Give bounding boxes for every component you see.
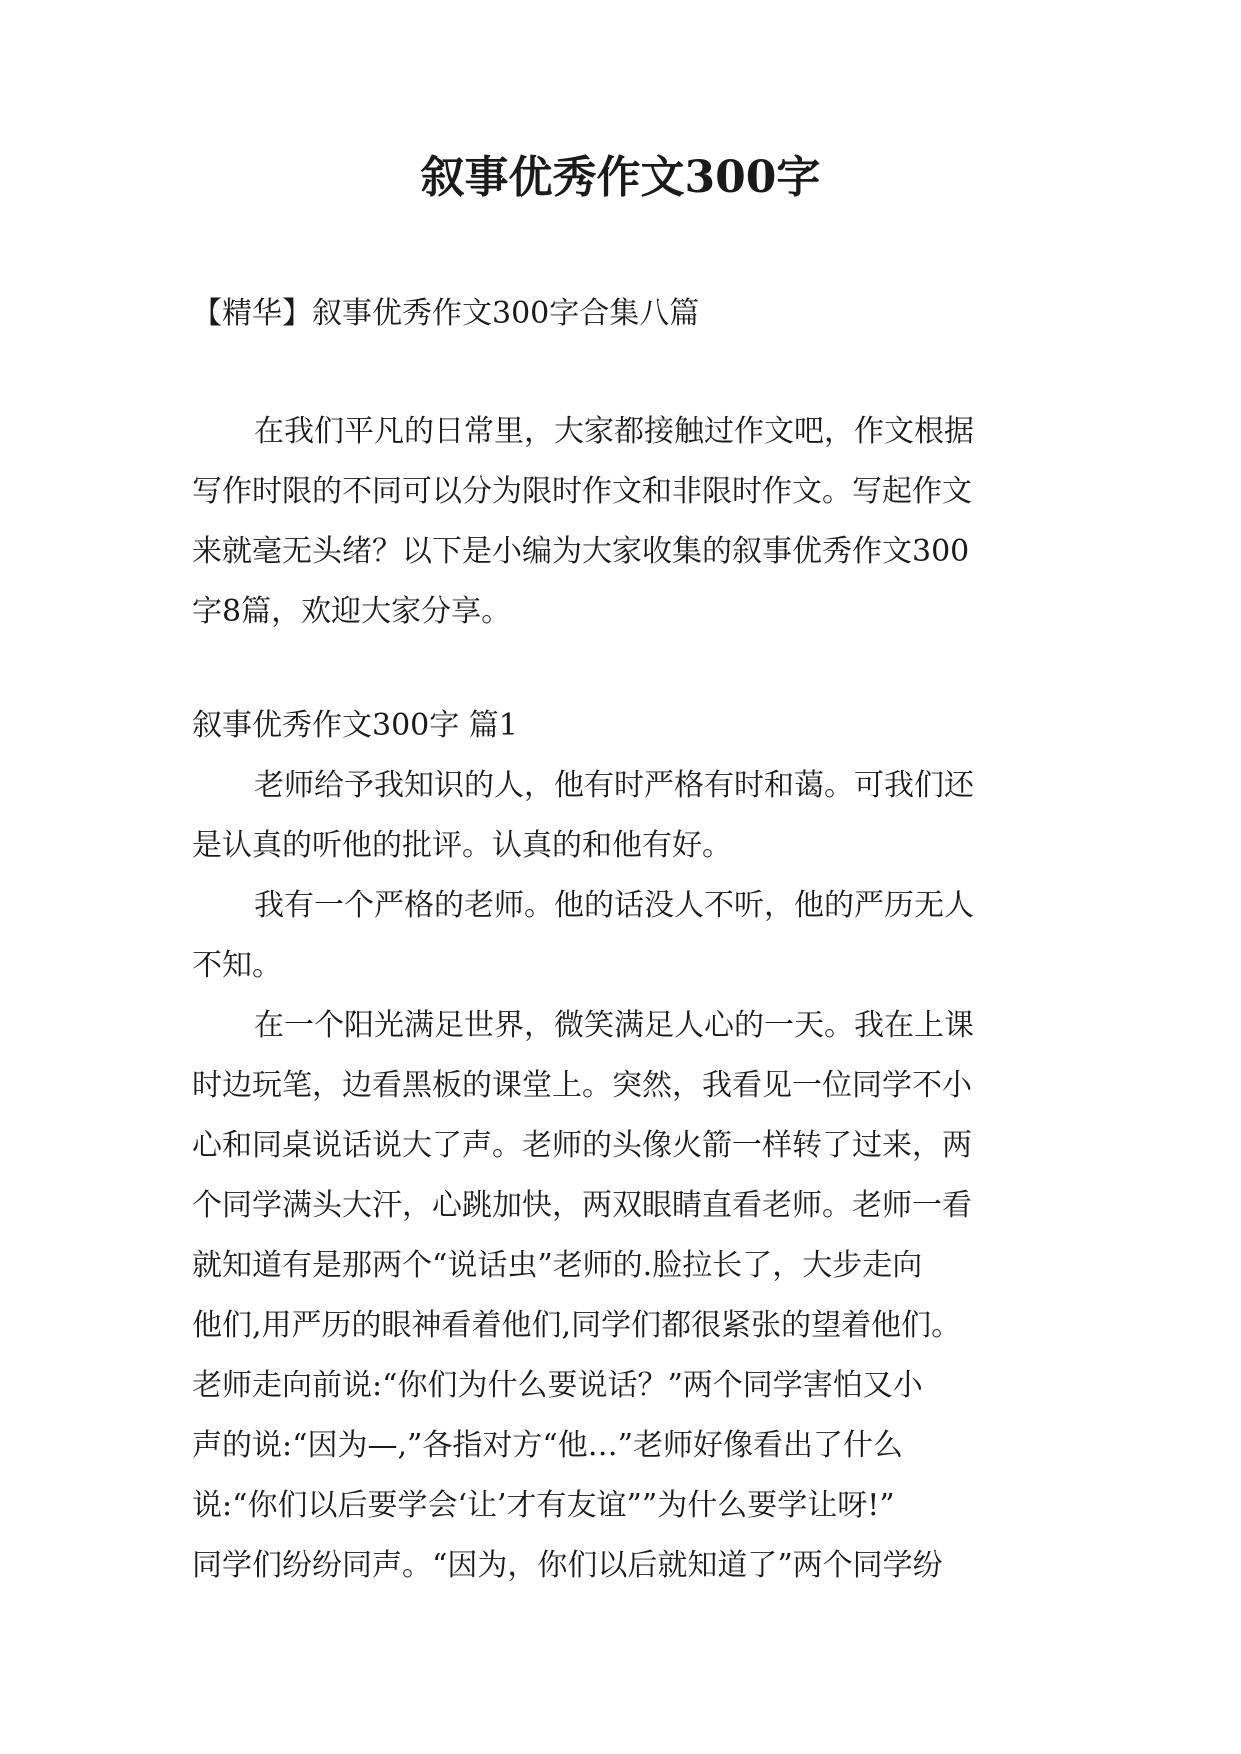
paragraph-line: 老师给予我知识的人，他有时严格有时和蔼。可我们还: [254, 768, 974, 803]
paragraph-line: 心和同桌说话说大了声。老师的头像火箭一样转了过来，两: [192, 1128, 972, 1163]
paragraph-line: 在一个阳光满足世界，微笑满足人心的一天。我在上课: [254, 1008, 974, 1043]
paragraph-line: 个同学满头大汗，心跳加快，两双眼睛直看老师。老师一看: [192, 1188, 972, 1223]
intro-line: 写作时限的不同可以分为限时作文和非限时作文。写起作文: [192, 474, 972, 509]
paragraph-line: 时边玩笔，边看黑板的课堂上。突然，我看见一位同学不小: [192, 1068, 972, 1103]
paragraph-line: 就知道有是那两个“说话虫”老师的.脸拉长了，大步走向: [192, 1248, 923, 1283]
paragraph-line: 不知。: [192, 948, 282, 983]
paragraph-line: 说:“你们以后要学会‘让’才有友谊””为什么要学让呀!”: [192, 1488, 895, 1523]
paragraph-line: 老师走向前说:“你们为什么要说话？”两个同学害怕又小: [192, 1368, 923, 1403]
intro-paragraph: [192, 402, 1052, 642]
paragraph-line: 同学们纷纷同声。“因为，你们以后就知道了”两个同学纷: [192, 1548, 943, 1583]
intro-line: 在我们平凡的日常里，大家都接触过作文吧，作文根据: [254, 414, 974, 449]
essay-section: [192, 696, 1052, 1596]
section-heading: 叙事优秀作文300字 篇1: [192, 708, 518, 743]
page-title: 叙事优秀作文300字: [420, 152, 821, 203]
intro-line: 来就毫无头绪？以下是小编为大家收集的叙事优秀作文300: [192, 534, 970, 569]
document-subtitle: 【精华】叙事优秀作文300字合集八篇: [192, 296, 700, 331]
paragraph-line: 是认真的听他的批评。认真的和他有好。: [192, 828, 732, 863]
intro-line: 字8篇，欢迎大家分享。: [192, 594, 512, 629]
paragraph-line: 声的说:“因为—,”各指对方“他…”老师好像看出了什么: [192, 1428, 903, 1463]
paragraph-line: 他们,用严历的眼神看着他们,同学们都很紧张的望着他们。: [192, 1308, 962, 1343]
paragraph-line: 我有一个严格的老师。他的话没人不听，他的严历无人: [254, 888, 974, 923]
